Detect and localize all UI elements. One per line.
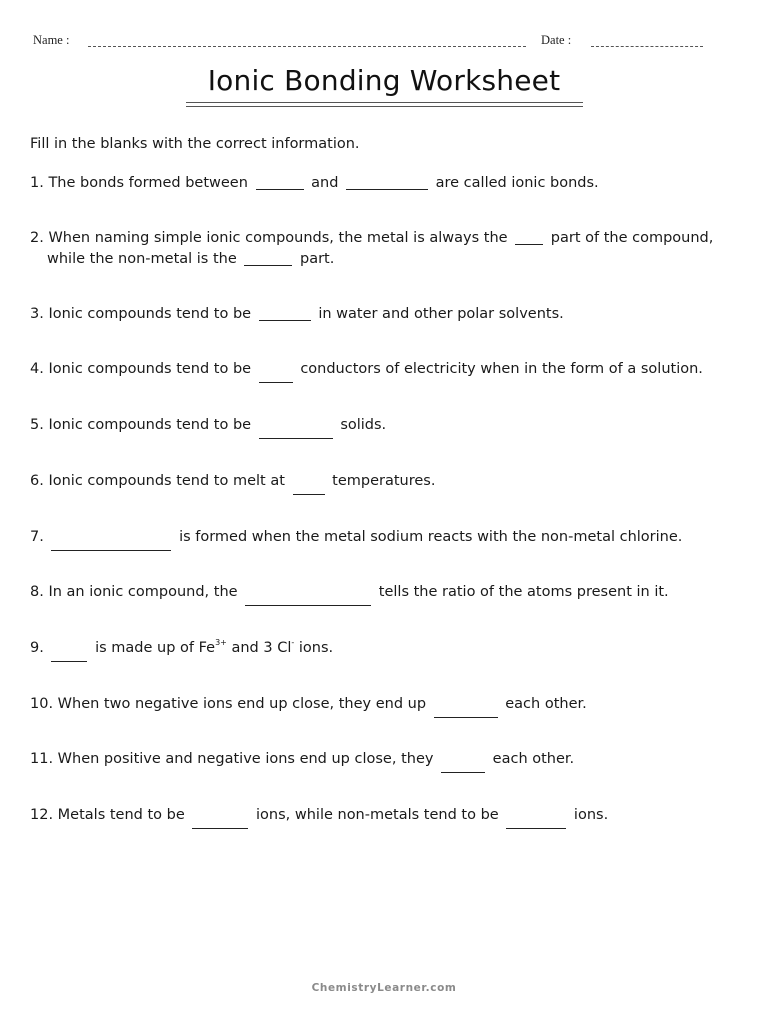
question-1: 1. The bonds formed between and are called ionic bonds. <box>30 175 599 191</box>
answer-blank[interactable] <box>441 758 485 773</box>
answer-blank[interactable] <box>293 480 325 495</box>
answer-blank[interactable] <box>244 251 292 266</box>
answer-blank[interactable] <box>51 647 87 662</box>
answer-blank[interactable] <box>259 368 293 383</box>
instructions: Fill in the blanks with the correct information. <box>30 136 360 152</box>
question-2: 2. When naming simple ionic compounds, the metal is always the part of the compound, while the non-metal is the part. <box>30 230 714 267</box>
answer-blank[interactable] <box>259 424 333 439</box>
question-6: 6. Ionic compounds tend to melt at temperatures. <box>30 471 435 495</box>
answer-blank[interactable] <box>51 536 171 551</box>
title-underline-bottom <box>186 106 583 107</box>
name-label: Name : <box>33 33 70 47</box>
question-5: 5. Ionic compounds tend to be solids. <box>30 415 386 439</box>
question-12: 12. Metals tend to be ions, while non-metals tend to be ions. <box>30 805 608 829</box>
footer-brand: ChemistryLearner.com <box>311 982 457 994</box>
question-11: 11. When positive and negative ions end up close, they each other. <box>30 749 574 773</box>
question-4: 4. Ionic compounds tend to be conductors of electricity when in the form of a solution. <box>30 359 703 383</box>
question-8: 8. In an ionic compound, the tells the ratio of the atoms present in it. <box>30 582 669 606</box>
title-underline-top <box>186 102 583 103</box>
worksheet-title: Ionic Bonding Worksheet <box>207 64 561 97</box>
answer-blank[interactable] <box>192 814 248 829</box>
question-3: 3. Ionic compounds tend to be in water and other polar solvents. <box>30 306 564 322</box>
question-10: 10. When two negative ions end up close, they end up each other. <box>30 694 587 718</box>
question-9: 9. is made up of $Fe^{3+}$ and 3 Cl- ions. <box>30 638 333 662</box>
answer-blank[interactable] <box>259 306 311 321</box>
answer-blank[interactable] <box>256 175 304 190</box>
date-label: Date : <box>541 33 572 47</box>
date-field-line[interactable] <box>591 46 703 47</box>
answer-blank[interactable] <box>434 703 498 718</box>
answer-blank[interactable] <box>515 230 543 245</box>
answer-blank[interactable] <box>245 591 371 606</box>
answer-blank[interactable] <box>346 175 428 190</box>
question-7: 7. is formed when the metal sodium reacts with the non-metal chlorine. <box>30 527 682 551</box>
name-field-line[interactable] <box>88 46 526 47</box>
answer-blank[interactable] <box>506 814 566 829</box>
